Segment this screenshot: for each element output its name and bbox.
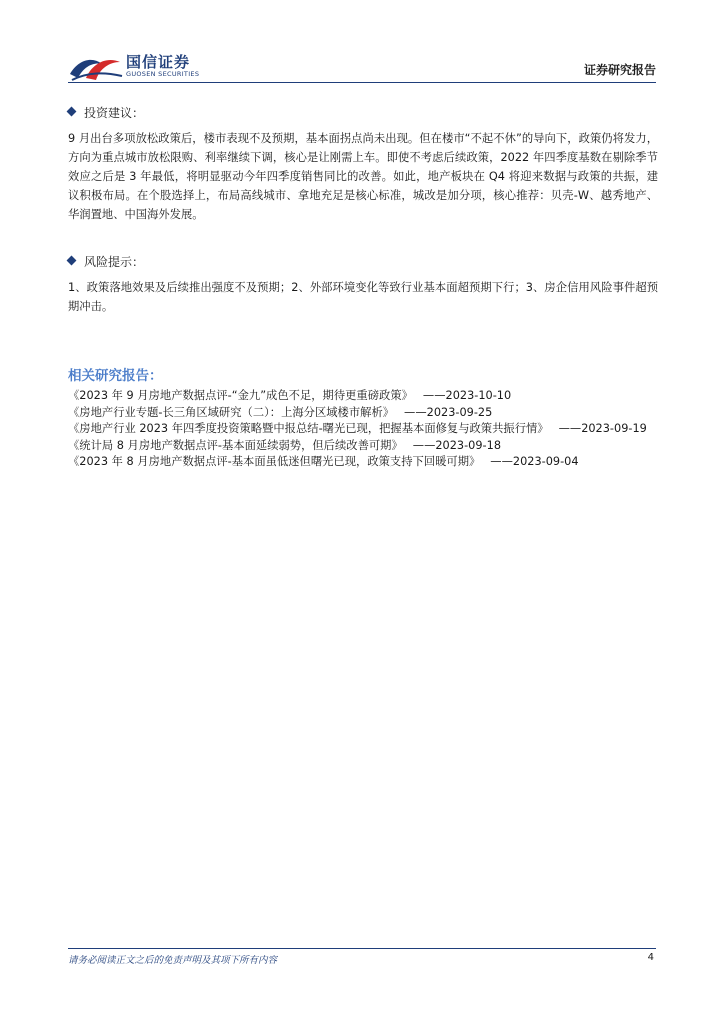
logo-en-text: GUOSEN SECURITIES xyxy=(126,70,200,78)
report-title: 《2023 年 8 月房地产数据点评-基本面虽低迷但曙光已现，政策支持下回暖可期》 xyxy=(68,455,481,468)
list-item[interactable] xyxy=(68,454,660,471)
related-reports-list xyxy=(68,388,660,471)
risk-text: 1、政策落地效果及后续推出强度不及预期；2、外部环境变化等致行业基本面超预期下行；3、房企信用风险事件超预期冲击。 xyxy=(68,281,658,313)
logo-cn-text: 国信证券 xyxy=(126,53,191,71)
report-date: ——2023-10-10 xyxy=(422,389,512,402)
report-title: 《统计局 8 月房地产数据点评-基本面延续弱势，但后续改善可期》 xyxy=(68,438,403,452)
investment-heading xyxy=(68,104,144,121)
footer-disclaimer: 请务必阅读正文之后的免责声明及其项下所有内容 xyxy=(68,955,278,966)
report-date: ——2023-09-18 xyxy=(412,438,502,452)
list-item[interactable] xyxy=(68,388,660,405)
investment-text: 9 月出台多项放松政策后，楼市表现不及预期，基本面拐点尚未出现。但在楼市“不起不休”的导向下，政策仍将发力，方向为重点城市放松限购、利率继续下调，核心是让刚需上车。即使不考虑后续政策，2022 年四季度基数在剔除季节效应之后是 3 年最低，将明显驱动今年四季度销售同比的改善。如此，地产板块在 Q4 将迎来数据与政策的共振，建议积极布局。在个股选择上，布局高线城市、拿地充足是核心标准，城改是加分项，核心推荐：贝壳-W、越秀地产、华润置地、中国海外发展。 xyxy=(68,132,658,221)
guosen-logo xyxy=(68,48,198,84)
report-title: 《房地产行业专题-长三角区域研究（二）：上海分区域楼市解析》 xyxy=(68,405,395,419)
report-type: 证券研究报告 xyxy=(583,63,656,77)
risk-heading xyxy=(68,253,144,270)
risk-heading-text: 风险提示： xyxy=(84,255,145,269)
report-date: ——2023-09-25 xyxy=(404,405,493,419)
list-item[interactable] xyxy=(68,421,660,438)
investment-heading-text: 投资建议： xyxy=(84,106,145,120)
diamond-bullet-icon xyxy=(67,256,77,266)
report-title: 《2023 年 9 月房地产数据点评-“金九”成色不足，期待更重磅政策》 xyxy=(68,389,413,402)
report-date: ——2023-09-19 xyxy=(558,422,647,435)
list-item[interactable] xyxy=(68,405,660,422)
report-date: ——2023-09-04 xyxy=(490,455,579,468)
footer-divider xyxy=(68,948,656,949)
logo-emblem-icon xyxy=(68,48,124,84)
report-title: 《房地产行业 2023 年四季度投资策略暨中报总结-曙光已现，把握基本面修复与政策共振行情》 xyxy=(68,422,549,435)
list-item[interactable] xyxy=(68,438,660,455)
page-number: 4 xyxy=(647,952,654,963)
diamond-bullet-icon xyxy=(67,107,77,117)
related-reports-title: 相关研究报告： xyxy=(68,368,163,384)
header-divider xyxy=(68,82,656,83)
page-header xyxy=(0,0,724,90)
